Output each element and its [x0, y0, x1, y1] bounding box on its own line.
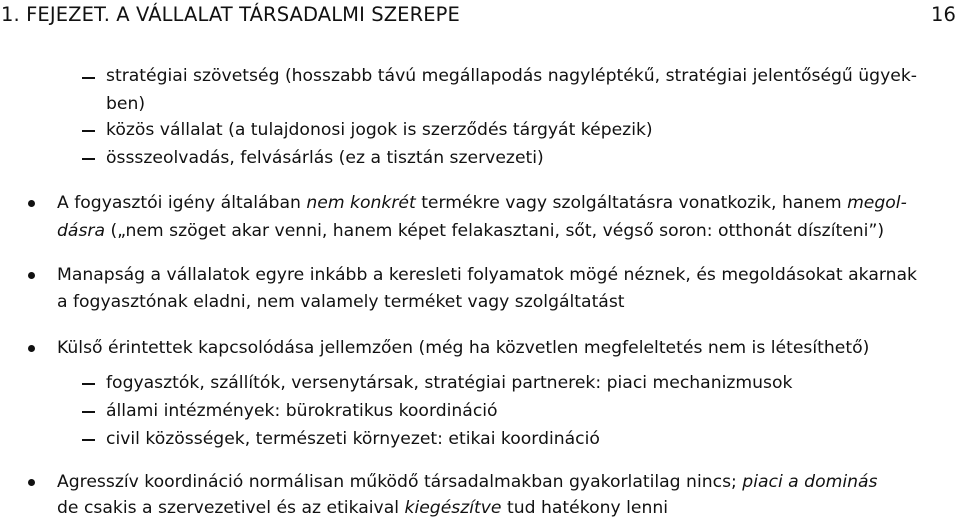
dash-marker: [82, 158, 95, 160]
dash-marker: [82, 439, 95, 441]
bullet-solutions: Manapság a vállalatok egyre inkább a keresleti folyamatok mögé néznek, és megoldásokat akarnak: [57, 265, 917, 285]
bullet-consumer-need: A fogyasztói igény általában nem konkrét termékre vagy szolgáltatásra vonatkozik, hanem megol-: [57, 193, 907, 213]
page-number: 16: [930, 3, 956, 26]
subitem-strategic-alliance-cont: ben): [106, 94, 146, 114]
dash-marker: [82, 77, 95, 79]
subitem-market: fogyasztók, szállítók, versenytársak, stratégiai partnerek: piaci mechanizmusok: [106, 373, 793, 393]
bullet-consumer-need-cont: dásra („nem szöget akar venni, hanem képet felakasztani, sőt, végső soron: otthonát díszíteni”): [57, 221, 885, 241]
subitem-strategic-alliance: stratégiai szövetség (hosszabb távú megállapodás nagyléptékű, stratégiai jelentőségű ügyek-: [106, 66, 917, 86]
bullet-marker: [28, 345, 35, 352]
bullet-aggressive-coordination-cont: de csakis a szervezetivel és az etikaival kiegészítve tud hatékony lenni: [57, 498, 669, 518]
running-header: [0, 3, 956, 29]
chapter-title: 1. FEJEZET. A VÁLLALAT TÁRSADALMI SZEREPE: [1, 3, 460, 26]
subitem-state: állami intézmények: bürokratikus koordináció: [106, 401, 498, 421]
subitem-joint-venture: közös vállalat (a tulajdonosi jogok is szerződés tárgyát képezik): [106, 120, 653, 140]
dash-marker: [82, 383, 95, 385]
dash-marker: [82, 411, 95, 413]
bullet-marker: [28, 272, 35, 279]
subitem-civil: civil közösségek, természeti környezet: etikai koordináció: [106, 429, 600, 449]
bullet-aggressive-coordination: Agresszív koordináció normálisan működő társadalmakban gyakorlatilag nincs; piaci a dominás: [57, 472, 878, 492]
bullet-solutions-cont: a fogyasztónak eladni, nem valamely terméket vagy szolgáltatást: [57, 292, 625, 312]
bullet-marker: [28, 479, 35, 486]
bullet-external-stakeholders: Külső érintettek kapcsolódása jellemzően (még ha közvetlen megfeleltetés nem is létesíthető): [57, 338, 870, 358]
dash-marker: [82, 130, 95, 132]
subitem-merger: össszeolvadás, felvásárlás (ez a tisztán szervezeti): [106, 148, 544, 168]
bullet-marker: [28, 200, 35, 207]
